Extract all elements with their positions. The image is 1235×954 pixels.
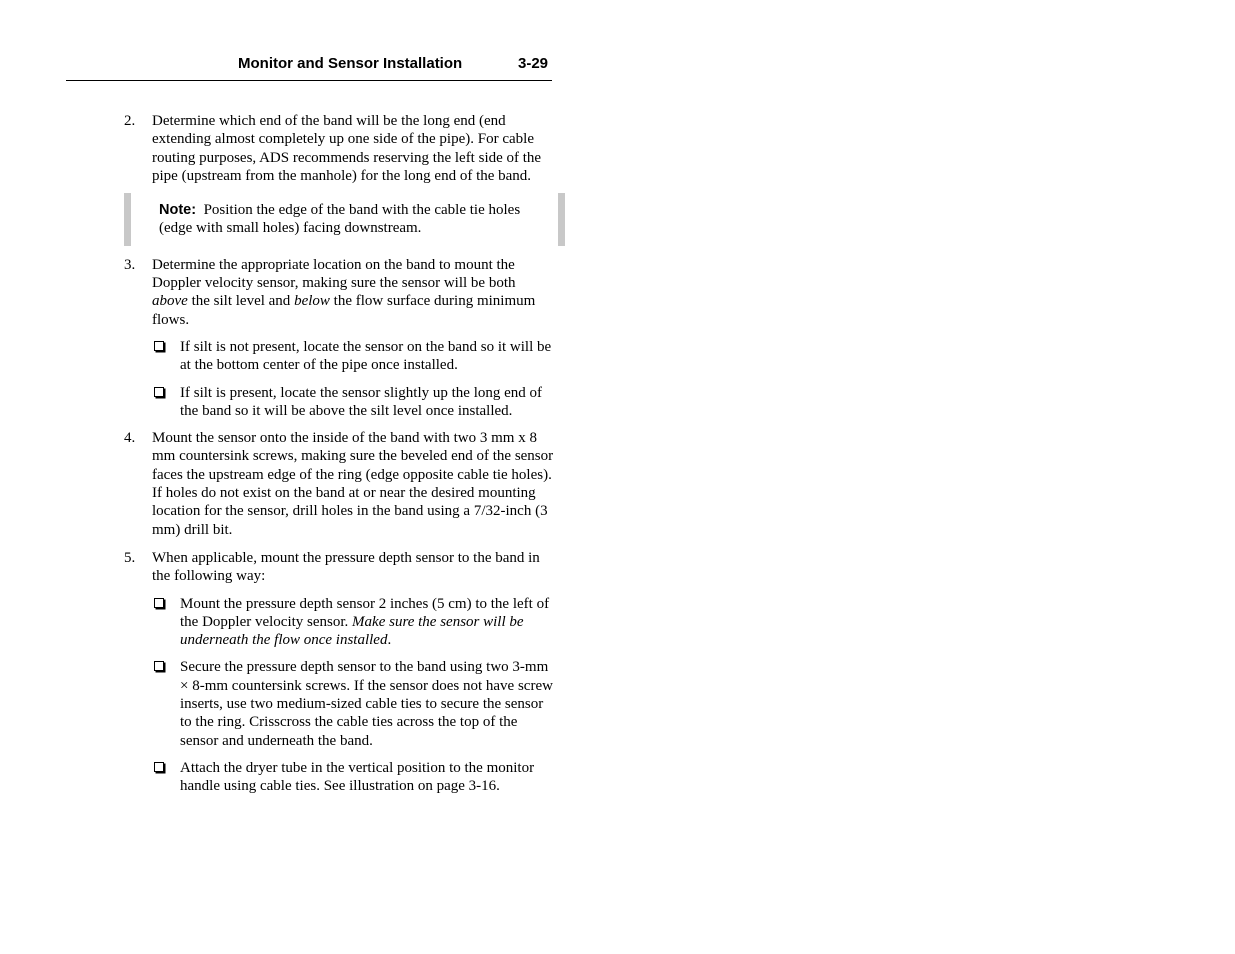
note-box xyxy=(124,193,565,246)
checkbox-bullet-icon xyxy=(154,661,164,671)
list-item xyxy=(124,595,554,650)
step-number: 3. xyxy=(124,256,136,273)
header-rule xyxy=(66,80,552,81)
step-text-emphasis: below xyxy=(294,293,330,310)
step-2 xyxy=(124,112,554,185)
list-item-emphasis: Make sure the sensor will be underneath the flow once installed xyxy=(180,613,524,649)
list-item-text: . xyxy=(387,632,392,649)
step-text: Determine the appropriate location on the band to mount the Doppler velocity sensor, making sure the sensor will be both xyxy=(152,256,516,292)
step-text: the flow surface during minimum flows. xyxy=(152,293,536,328)
checkbox-bullet-icon xyxy=(154,387,164,397)
list-item-text: If silt is present, locate the sensor slightly up the long end of the band so it will be above the silt level once installed. xyxy=(180,384,543,419)
step-text: Mount the sensor onto the inside of the band with two 3 mm x 8 mm countersink screws, making sure the beveled end of the sensor faces the upstream edge of the ring (edge opposite cable tie holes). If holes do not exist on the band at or near the desired mounting location for the sensor, drill holes in the band using a 7/32-inch (3 mm) drill bit. xyxy=(152,430,554,538)
step-text: When applicable, mount the pressure depth sensor to the band in the following way: xyxy=(152,549,540,585)
step-number: 5. xyxy=(124,549,136,566)
step-number: 4. xyxy=(124,430,136,447)
list-item xyxy=(124,759,554,796)
page-number: 3-29 xyxy=(518,55,549,72)
note-text: Position the edge of the band with the cable tie holes (edge with small holes) facing downstream. xyxy=(159,202,521,237)
checkbox-bullet-icon xyxy=(154,341,164,351)
list-item xyxy=(124,658,554,749)
step-3 xyxy=(124,256,554,329)
list-item-text: Mount the pressure depth sensor 2 inches (5 cm) to the left of the Doppler velocity sensor. xyxy=(180,595,550,630)
page-header-title: Monitor and Sensor Installation xyxy=(238,55,463,72)
page-content xyxy=(124,112,554,805)
list-item xyxy=(124,384,554,421)
note-label: Note: xyxy=(159,202,197,219)
list-item-text: If silt is not present, locate the sensor on the band so it will be at the bottom center of the pipe once installed. xyxy=(180,338,552,374)
step-text: the silt level and xyxy=(187,293,295,310)
step-number: 2. xyxy=(124,113,136,129)
checkbox-bullet-icon xyxy=(154,762,164,772)
step-text: Determine which end of the band will be the long end (end extending almost completely up one side of the pipe). For cable routing purposes, ADS recommends reserving the left side of the pipe (upstream from the manhole) for the long end of the band. xyxy=(152,113,542,184)
checkbox-bullet-icon xyxy=(154,598,164,608)
step-5 xyxy=(124,549,554,586)
step-4 xyxy=(124,429,554,539)
step-text-emphasis: above xyxy=(152,293,188,310)
list-item-text: Secure the pressure depth sensor to the band using two 3-mm × 8-mm countersink screws. If the sensor does not have screw inserts, use two medium-sized cable ties to secure the sensor to the ring. Crisscross the cable ties across the top of the sensor and underneath the band. xyxy=(180,659,553,749)
list-item-text: Attach the dryer tube in the vertical position to the monitor handle using cable ties. See illustration on page 3-16. xyxy=(180,759,535,795)
list-item xyxy=(124,338,554,375)
